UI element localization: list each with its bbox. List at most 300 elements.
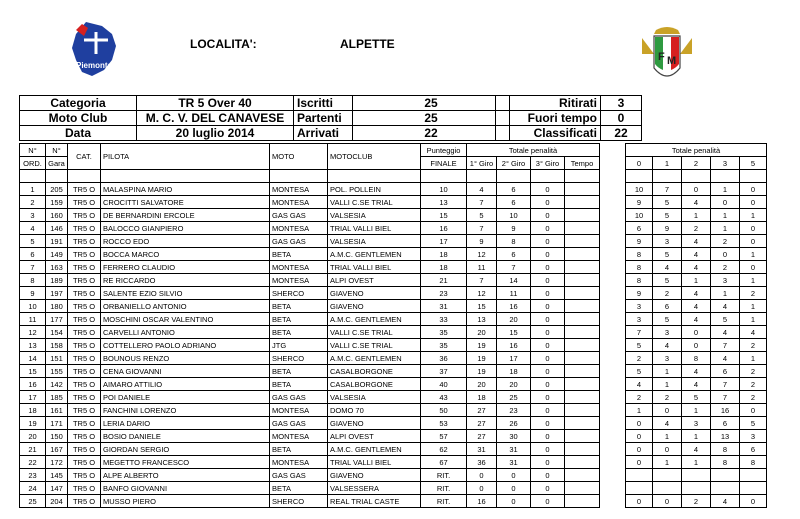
cell-rider: BOUNOUS RENZO [101,352,270,365]
col-punteggio-top: Punteggio [421,144,467,157]
cell-bib: 159 [46,196,68,209]
cell-pen5: 6 [740,443,767,456]
cell-time [565,352,600,365]
cell-rider: CROCITTI SALVATORE [101,196,270,209]
cell-cat: TR5 O [68,495,101,508]
cell-pos: 1 [20,183,46,196]
cell-pen1: 9 [653,222,682,235]
cell-club: GIAVENO [328,300,421,313]
cell-club: A.M.C. GENTLEMEN [328,313,421,326]
cell-pos: 18 [20,404,46,417]
cell-pen1: 5 [653,196,682,209]
cell-rider: GIORDAN SERGIO [101,443,270,456]
cell-cat: TR5 O [68,482,101,495]
cell-lap3: 0 [531,248,565,261]
label-categoria: Categoria [20,96,137,111]
cell-cat: TR5 O [68,391,101,404]
cell-score: 57 [421,430,467,443]
label-fuori-tempo: Fuori tempo [496,111,601,126]
cell-pen3: 8 [711,456,740,469]
cell-pen5: 2 [740,365,767,378]
cell-time [565,391,600,404]
cell-pen3: 2 [711,261,740,274]
cell-time [565,274,600,287]
cell-club: CASALBORGONE [328,365,421,378]
cell-cat: TR5 O [68,313,101,326]
cell-pen0: 3 [626,313,653,326]
fmi-logo [636,24,698,86]
cell-cat: TR5 O [68,365,101,378]
cell-lap3: 0 [531,313,565,326]
cell-bib: 151 [46,352,68,365]
cell-score: 13 [421,196,467,209]
cell-lap3: 0 [531,261,565,274]
cell-bib: 177 [46,313,68,326]
cell-bib: 145 [46,469,68,482]
cell-pen2: 4 [682,313,711,326]
cell-score: 10 [421,183,467,196]
cell-rider: COTTELLERO PAOLO ADRIANO [101,339,270,352]
cell-pen2: 1 [682,404,711,417]
cell-pen1: 2 [653,391,682,404]
table-row [20,326,767,339]
col-giro-2: 2° Giro [497,157,531,170]
cell-lap3: 0 [531,339,565,352]
cell-score: 31 [421,300,467,313]
cell-bib: 191 [46,235,68,248]
cell-club: DOMO 70 [328,404,421,417]
cell-pen3: 4 [711,495,740,508]
cell-pos: 25 [20,495,46,508]
cell-bike: BETA [270,443,328,456]
cell-lap3: 0 [531,430,565,443]
cell-bike: BETA [270,248,328,261]
cell-lap3: 0 [531,443,565,456]
cell-pen1: 7 [653,183,682,196]
cell-pen0: 10 [626,209,653,222]
cell-club: ALPI OVEST [328,430,421,443]
col-totale-penalita-punti: Totale penalità [626,144,767,157]
cell-pen3: 0 [711,196,740,209]
col-pen-3: 3 [711,157,740,170]
cell-pos: 11 [20,313,46,326]
cell-lap3: 0 [531,196,565,209]
label-classificati: Classificati [496,126,601,141]
cell-bib: 167 [46,443,68,456]
cell-bib: 155 [46,365,68,378]
cell-lap2: 0 [497,482,531,495]
cell-score: 36 [421,352,467,365]
cell-bike: MONTESA [270,456,328,469]
cell-bib: 180 [46,300,68,313]
cell-club: ALPI OVEST [328,274,421,287]
cell-time [565,248,600,261]
cell-pen1: 3 [653,352,682,365]
cell-pen3: 7 [711,391,740,404]
cell-pen5: 1 [740,300,767,313]
cell-lap1: 7 [467,222,497,235]
cell-pos: 5 [20,235,46,248]
cell-bib: 154 [46,326,68,339]
cell-pen3: 4 [711,326,740,339]
col-giro-3: 3° Giro [531,157,565,170]
cell-time [565,235,600,248]
cell-pen3: 6 [711,365,740,378]
cell-club: VALSESIA [328,391,421,404]
cell-time [565,222,600,235]
cell-pen2: 1 [682,209,711,222]
cell-bib: 161 [46,404,68,417]
cell-time [565,196,600,209]
cell-rider: FERRERO CLAUDIO [101,261,270,274]
cell-cat: TR5 O [68,300,101,313]
cell-lap1: 19 [467,352,497,365]
cell-time [565,326,600,339]
table-row [20,300,767,313]
cell-pen1: 0 [653,443,682,456]
cell-score: 33 [421,313,467,326]
svg-text:F: F [658,51,665,63]
cell-lap3: 0 [531,469,565,482]
table-row [20,235,767,248]
cell-pos: 12 [20,326,46,339]
cell-pen1 [653,482,682,495]
cell-club: GIAVENO [328,469,421,482]
cell-pos: 22 [20,456,46,469]
table-row [20,430,767,443]
cell-cat: TR5 O [68,404,101,417]
cell-cat: TR5 O [68,456,101,469]
col-n-gara-bottom: Gara [46,157,68,170]
cell-club: CASALBORGONE [328,378,421,391]
cell-pen3: 7 [711,339,740,352]
cell-lap1: 4 [467,183,497,196]
cell-club: A.M.C. GENTLEMEN [328,443,421,456]
cell-pen5: 3 [740,430,767,443]
cell-bike: GAS GAS [270,417,328,430]
cell-pos: 16 [20,378,46,391]
cell-score: 15 [421,209,467,222]
cell-lap3: 0 [531,274,565,287]
cell-pen2: 5 [682,391,711,404]
cell-pos: 10 [20,300,46,313]
cell-pen0: 8 [626,261,653,274]
cell-lap3: 0 [531,287,565,300]
cell-bike: GAS GAS [270,391,328,404]
cell-club: VALLI C.SE TRIAL [328,326,421,339]
cell-time [565,456,600,469]
cell-pen2: 1 [682,456,711,469]
cell-pos: 20 [20,430,46,443]
cell-club: VALSESIA [328,209,421,222]
cell-lap1: 12 [467,287,497,300]
cell-lap1: 27 [467,404,497,417]
cell-pen2: 4 [682,196,711,209]
cell-cat: TR5 O [68,378,101,391]
cell-club: VALSESIA [328,235,421,248]
cell-lap3: 0 [531,300,565,313]
cell-time [565,287,600,300]
cell-lap2: 14 [497,274,531,287]
cell-lap3: 0 [531,235,565,248]
cell-pen1 [653,469,682,482]
cell-pen1: 1 [653,378,682,391]
label-iscritti: Iscritti [294,96,353,111]
col-n-gara-top: N° [46,144,68,157]
cell-lap2: 15 [497,326,531,339]
cell-lap2: 0 [497,495,531,508]
cell-pen2: 4 [682,300,711,313]
cell-pen5: 0 [740,495,767,508]
cell-pen0: 9 [626,196,653,209]
cell-pos: 4 [20,222,46,235]
value-ritirati: 3 [601,96,642,111]
cell-pen0: 0 [626,456,653,469]
cell-bike: SHERCO [270,495,328,508]
cell-lap2: 7 [497,261,531,274]
cell-lap2: 10 [497,209,531,222]
cell-pen0: 10 [626,183,653,196]
cell-pen0: 0 [626,495,653,508]
cell-bike: GAS GAS [270,209,328,222]
cell-lap1: 12 [467,248,497,261]
cell-club: A.M.C. GENTLEMEN [328,248,421,261]
cell-bib: 197 [46,287,68,300]
label-partenti: Partenti [294,111,353,126]
cell-cat: TR5 O [68,209,101,222]
table-row [20,495,767,508]
cell-time [565,469,600,482]
cell-pen3: 0 [711,248,740,261]
cell-lap1: 11 [467,261,497,274]
cell-lap1: 31 [467,443,497,456]
cell-pen0: 1 [626,404,653,417]
cell-bib: 147 [46,482,68,495]
cell-pen0: 0 [626,417,653,430]
cell-bike: MONTESA [270,261,328,274]
cell-pos: 13 [20,339,46,352]
cell-pos: 8 [20,274,46,287]
cell-bib: 205 [46,183,68,196]
cell-pen2: 4 [682,235,711,248]
cell-pen2: 8 [682,352,711,365]
cell-lap3: 0 [531,326,565,339]
cell-bike: MONTESA [270,183,328,196]
cell-score: 18 [421,248,467,261]
svg-text:M: M [667,55,677,67]
cell-club: GIAVENO [328,417,421,430]
col-cat: CAT. [68,144,101,170]
cell-bike: MONTESA [270,222,328,235]
cell-pen5: 0 [740,261,767,274]
table-row [20,248,767,261]
label-data: Data [20,126,137,141]
cell-score: RIT. [421,495,467,508]
spacer-row [20,170,767,183]
cell-pen5: 0 [740,404,767,417]
col-pen-1: 1 [653,157,682,170]
localita-value: ALPETTE [340,37,395,51]
cell-lap2: 6 [497,196,531,209]
cell-pen5: 1 [740,313,767,326]
cell-lap1: 19 [467,339,497,352]
cell-score: 35 [421,339,467,352]
cell-lap2: 18 [497,365,531,378]
value-categoria: TR 5 Over 40 [137,96,294,111]
cell-score: 37 [421,365,467,378]
cell-pos: 15 [20,365,46,378]
cell-lap2: 9 [497,222,531,235]
table-row [20,183,767,196]
cell-cat: TR5 O [68,274,101,287]
cell-pen2: 4 [682,443,711,456]
cell-bike: MONTESA [270,274,328,287]
cell-pen0: 9 [626,287,653,300]
results-body [20,183,767,508]
cell-pen1: 5 [653,209,682,222]
cell-time [565,261,600,274]
cell-lap1: 19 [467,365,497,378]
cell-pen2 [682,469,711,482]
col-tempo: Tempo [565,157,600,170]
cell-pen2: 2 [682,222,711,235]
cell-bike: BETA [270,378,328,391]
cell-score: 18 [421,261,467,274]
cell-cat: TR5 O [68,183,101,196]
cell-time [565,443,600,456]
cell-time [565,378,600,391]
cell-score: 16 [421,222,467,235]
cell-pen1: 5 [653,313,682,326]
cell-rider: MUSSO PIERO [101,495,270,508]
table-row [20,443,767,456]
cell-pen3: 1 [711,287,740,300]
cell-pen5: 0 [740,183,767,196]
cell-lap3: 0 [531,352,565,365]
cell-pen3: 1 [711,209,740,222]
cell-rider: ALPE ALBERTO [101,469,270,482]
cell-time [565,209,600,222]
cell-bib: 142 [46,378,68,391]
cell-pen2: 4 [682,261,711,274]
cell-cat: TR5 O [68,352,101,365]
table-row [20,469,767,482]
cell-lap1: 0 [467,469,497,482]
table-row [20,482,767,495]
cell-cat: TR5 O [68,469,101,482]
cell-score: 40 [421,378,467,391]
cell-pen0: 8 [626,274,653,287]
col-motoclub: MOTOCLUB [328,144,421,170]
cell-cat: TR5 O [68,261,101,274]
cell-club: TRIAL VALLI BIEL [328,222,421,235]
table-row [20,417,767,430]
cell-pen1: 1 [653,430,682,443]
cell-lap2: 20 [497,313,531,326]
col-giro-1: 1° Giro [467,157,497,170]
cell-bib: 185 [46,391,68,404]
cell-pen0: 2 [626,352,653,365]
cell-lap3: 0 [531,209,565,222]
cell-pen5: 2 [740,391,767,404]
cell-bike: SHERCO [270,287,328,300]
cell-lap3: 0 [531,365,565,378]
cell-time [565,482,600,495]
cell-pen3: 1 [711,183,740,196]
cell-lap2: 31 [497,443,531,456]
cell-bike: GAS GAS [270,235,328,248]
cell-pen5: 1 [740,274,767,287]
cell-lap2: 8 [497,235,531,248]
cell-bike: MONTESA [270,404,328,417]
cell-rider: BOCCA MARCO [101,248,270,261]
cell-cat: TR5 O [68,222,101,235]
cell-lap3: 0 [531,183,565,196]
cell-rider: MALASPINA MARIO [101,183,270,196]
cell-pen5: 0 [740,235,767,248]
cell-lap1: 36 [467,456,497,469]
cell-club: VALSESSERA [328,482,421,495]
cell-rider: DE BERNARDINI ERCOLE [101,209,270,222]
cell-pen2: 4 [682,378,711,391]
cell-club: VALLI C.SE TRIAL [328,339,421,352]
cell-lap2: 31 [497,456,531,469]
cell-lap1: 15 [467,300,497,313]
cell-pen0: 0 [626,430,653,443]
cell-bike: BETA [270,300,328,313]
cell-lap2: 23 [497,404,531,417]
cell-lap1: 18 [467,391,497,404]
piemonte-logo [68,20,120,78]
cell-cat: TR5 O [68,339,101,352]
cell-rider: POI DANIELE [101,391,270,404]
cell-pen1: 0 [653,404,682,417]
results-table [19,143,767,508]
cell-pen0: 9 [626,235,653,248]
cell-bike: BETA [270,326,328,339]
col-pen-0: 0 [626,157,653,170]
cell-cat: TR5 O [68,196,101,209]
cell-time [565,313,600,326]
cell-pos: 24 [20,482,46,495]
cell-pos: 14 [20,352,46,365]
cell-time [565,430,600,443]
cell-pen5: 1 [740,352,767,365]
cell-bike: BETA [270,365,328,378]
cell-pen5 [740,482,767,495]
cell-bib: 150 [46,430,68,443]
cell-bib: 189 [46,274,68,287]
col-n-ord-bottom: ORD. [20,157,46,170]
cell-lap2: 26 [497,417,531,430]
cell-pen5: 0 [740,222,767,235]
col-pen-2: 2 [682,157,711,170]
cell-rider: BANFO GIOVANNI [101,482,270,495]
cell-pen2 [682,482,711,495]
table-row [20,287,767,300]
table-row [20,352,767,365]
cell-time [565,495,600,508]
cell-pen2: 4 [682,365,711,378]
cell-pen1: 1 [653,456,682,469]
cell-pen1: 3 [653,326,682,339]
localita-label: LOCALITA': [190,37,257,51]
cell-pen5: 2 [740,287,767,300]
cell-lap2: 11 [497,287,531,300]
cell-cat: TR5 O [68,417,101,430]
cell-bike: BETA [270,313,328,326]
cell-pen0: 6 [626,222,653,235]
